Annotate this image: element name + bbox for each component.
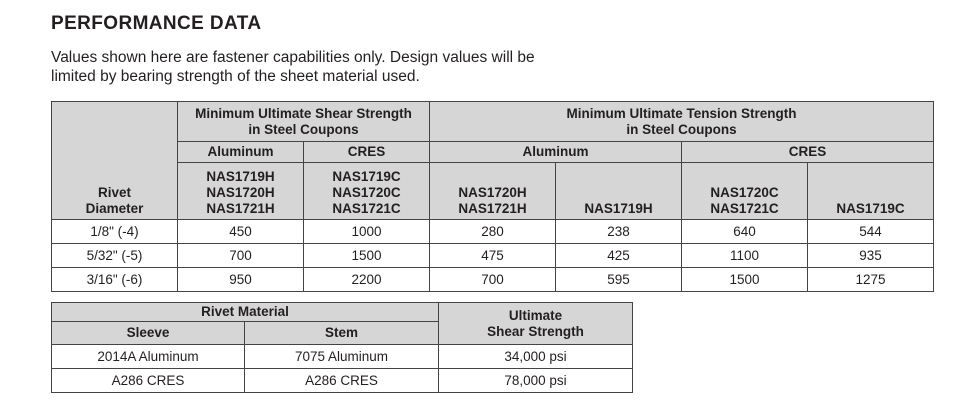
table-cell: 1275	[808, 268, 934, 292]
table-cell: 280	[430, 220, 556, 244]
table-cell: 700	[430, 268, 556, 292]
intro-text	[51, 48, 611, 86]
intro-line: limited by bearing strength of the sheet material used.	[51, 68, 420, 85]
performance-table	[51, 101, 934, 292]
table-cell: A286 CRES	[52, 369, 245, 393]
shear-cres-header: CRES	[304, 142, 430, 163]
table-cell: 950	[178, 268, 304, 292]
table-row	[52, 268, 934, 292]
table-row	[52, 345, 633, 369]
table-cell: 78,000 psi	[439, 369, 633, 393]
tension-aluminum-parts: NAS1719H	[556, 163, 682, 220]
rivet-diameter-header: Rivet Diameter	[52, 102, 178, 220]
table-cell: 544	[808, 220, 934, 244]
tension-aluminum-header: Aluminum	[430, 142, 682, 163]
tension-aluminum-parts: NAS1720H NAS1721H	[430, 163, 556, 220]
intro-line: Values shown here are fastener capabilities only. Design values will be	[51, 49, 535, 66]
table-cell: 1000	[304, 220, 430, 244]
table-cell: 3/16" (-6)	[52, 268, 178, 292]
table-cell: 2014A Aluminum	[52, 345, 245, 369]
table-cell: 700	[178, 244, 304, 268]
stem-header: Stem	[245, 322, 439, 345]
table-cell: 595	[556, 268, 682, 292]
table-cell: 425	[556, 244, 682, 268]
table-cell: 475	[430, 244, 556, 268]
rivet-material-header: Rivet Material	[52, 303, 439, 322]
rivet-material-table	[51, 302, 633, 393]
table-cell: 450	[178, 220, 304, 244]
ultimate-shear-header: Ultimate Shear Strength	[439, 303, 633, 345]
table-cell: 2200	[304, 268, 430, 292]
tension-strength-header: Minimum Ultimate Tension Strength in Steel Coupons	[430, 102, 934, 142]
table-cell: 1100	[682, 244, 808, 268]
table-cell: A286 CRES	[245, 369, 439, 393]
tension-cres-header: CRES	[682, 142, 934, 163]
table-cell: 1500	[682, 268, 808, 292]
table-cell: 1/8" (-4)	[52, 220, 178, 244]
shear-cres-parts: NAS1719C NAS1720C NAS1721C	[304, 163, 430, 220]
table-cell: 7075 Aluminum	[245, 345, 439, 369]
table-row	[52, 220, 934, 244]
shear-strength-header: Minimum Ultimate Shear Strength in Steel Coupons	[178, 102, 430, 142]
table-cell: 1500	[304, 244, 430, 268]
page-title: PERFORMANCE DATA	[51, 13, 262, 34]
tension-cres-parts: NAS1720C NAS1721C	[682, 163, 808, 220]
table-cell: 34,000 psi	[439, 345, 633, 369]
shear-aluminum-parts: NAS1719H NAS1720H NAS1721H	[178, 163, 304, 220]
table-row	[52, 369, 633, 393]
shear-aluminum-header: Aluminum	[178, 142, 304, 163]
tension-cres-parts: NAS1719C	[808, 163, 934, 220]
table-cell: 5/32" (-5)	[52, 244, 178, 268]
table-cell: 238	[556, 220, 682, 244]
table-cell: 640	[682, 220, 808, 244]
sleeve-header: Sleeve	[52, 322, 245, 345]
table-cell: 935	[808, 244, 934, 268]
table-row	[52, 244, 934, 268]
